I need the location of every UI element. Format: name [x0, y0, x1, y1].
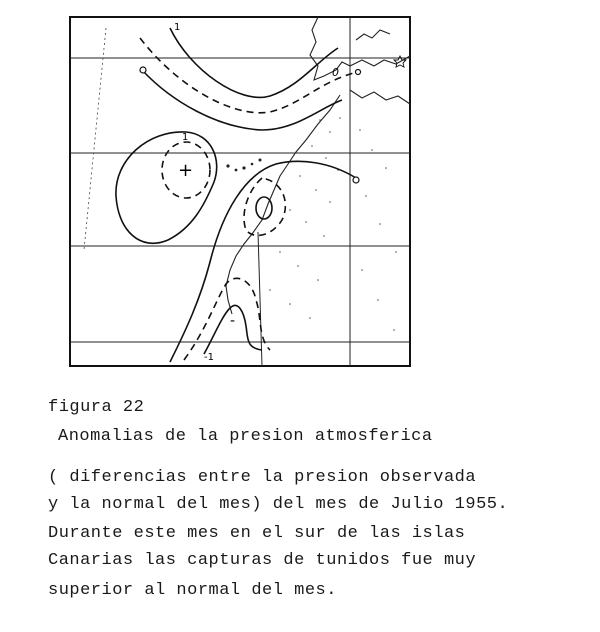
contour-label-low: - [230, 313, 236, 329]
isoline-end-marker [353, 177, 359, 183]
isoline-end-marker [140, 67, 146, 73]
caption-line: superior al normal del mes. [48, 581, 337, 600]
isoline-minus1-north [142, 70, 342, 130]
caption-line: Durante este mes en el sur de las islas [48, 524, 466, 543]
coastline [226, 17, 410, 314]
canary-islands [226, 159, 261, 172]
contour-label-one-left: 1 [182, 132, 189, 143]
contour-label-one-top: 1 [174, 22, 181, 33]
isoline-low-dashed [244, 178, 285, 235]
isoline-south-solid [170, 161, 356, 362]
caption-line: Canarias las capturas de tunidos fue muy [48, 551, 477, 570]
figure-label: figura 22 [48, 398, 145, 417]
caption-line: y la normal del mes) del mes de Julio 1955. [48, 495, 509, 514]
caption-line: ( diferencias entre la presion observada [48, 468, 477, 487]
isoline-positive-outer [116, 132, 217, 243]
contour-label-minus-one: -1 [204, 352, 214, 363]
figure-title: Anomalias de la presion atmosferica [58, 427, 433, 446]
isoline-1-north [170, 28, 338, 97]
contour-label-positive: + [178, 160, 194, 181]
contour-label-zero: 0 [332, 66, 339, 79]
land-stipple [269, 117, 397, 331]
isoline-end-marker [356, 70, 361, 75]
projection-edge [84, 28, 106, 250]
